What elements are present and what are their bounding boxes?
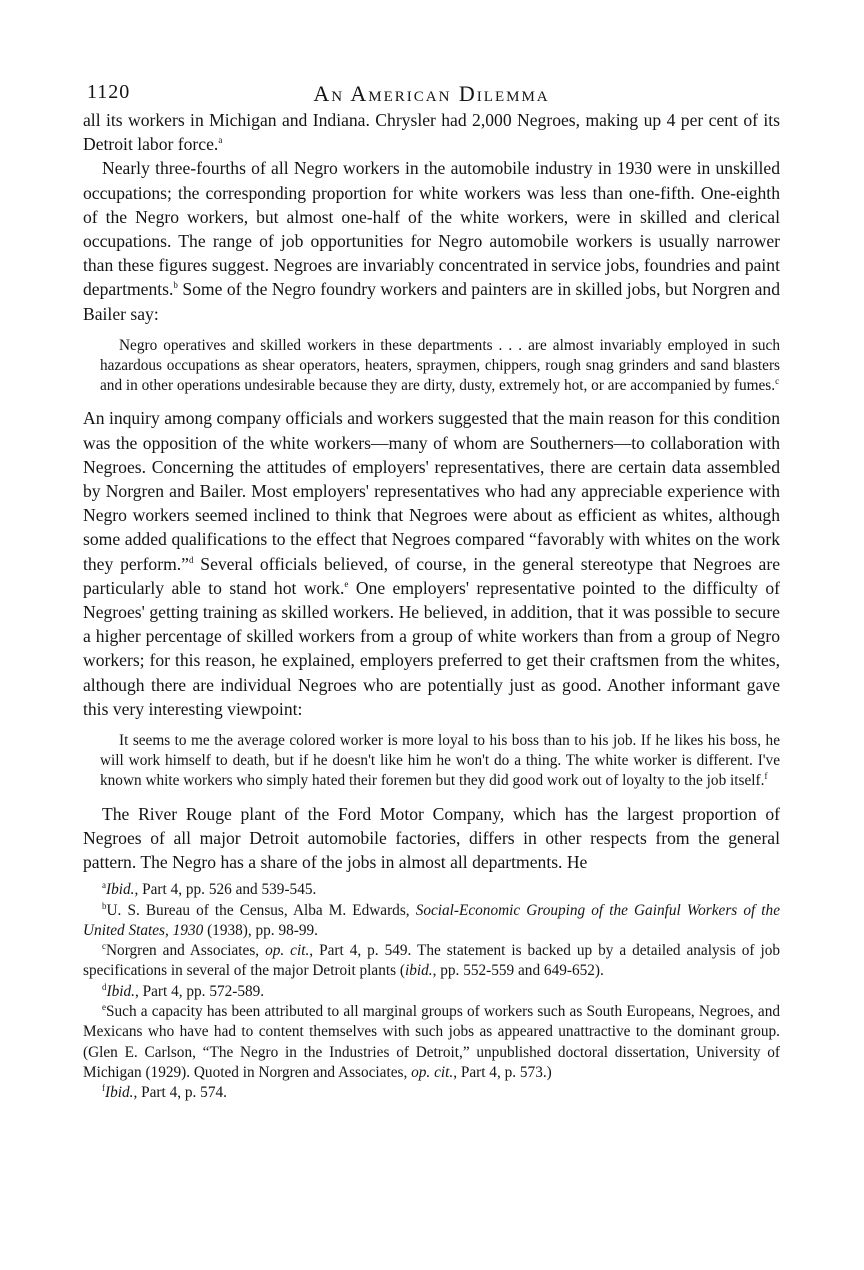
footnote-c bbox=[83, 941, 780, 982]
footnote-italic: Ibid. bbox=[106, 982, 135, 1000]
footnote-text: , Part 4, pp. 526 and 539-545. bbox=[134, 881, 317, 899]
paragraph-river-rouge bbox=[83, 802, 780, 875]
paragraph-1-text: all its workers in Michigan and Indiana. Chrysler had 2,000 Negroes, making up 4 per cent of its Detroit labor force. bbox=[83, 110, 780, 155]
footnote-text: , pp. 552-559 and 649-652). bbox=[432, 962, 604, 980]
footnote-mark: d bbox=[102, 981, 107, 992]
footnote-italic: op. cit. bbox=[411, 1063, 454, 1081]
footnote-ref-a: a bbox=[218, 135, 223, 146]
footnote-mark: c bbox=[102, 941, 106, 952]
footnote-italic: Ibid. bbox=[106, 881, 135, 899]
footnotes bbox=[83, 880, 780, 1103]
footnote-d bbox=[83, 982, 780, 1002]
paragraph-3-text-a: An inquiry among company officials and workers suggested that the main reason for this condition was the opposition of the white workers—many of whom are Southerners—to collaboration with Negroes. Concerning the attitudes of employers' representatives, there are certain data assembled by Norgren and Bailer. Most employers' representatives who had any appreciable experience with Negro workers seemed inclined to think that Negroes were about as efficient as whites, although some added qualifications to the effect that Negroes compared “favorably with whites on the work they perform.” bbox=[83, 408, 780, 574]
footnote-text: , Part 4, p. 549. The statement is backed up by a detailed analysis of job specifications in several of the major Detroit plants ( bbox=[83, 942, 780, 980]
block-quote-norgren-bailer bbox=[100, 336, 780, 397]
running-header bbox=[83, 78, 780, 108]
footnote-italic: Ibid. bbox=[105, 1084, 134, 1102]
footnote-ref-f: f bbox=[764, 771, 768, 782]
footnote-ref-b: b bbox=[173, 280, 178, 291]
footnote-mark: b bbox=[102, 900, 107, 911]
paragraph-3-text-b: Several officials believed, of course, in the general stereotype that Negroes are particularly able to stand hot work. bbox=[83, 553, 780, 598]
paragraph-3-text-c: One employers' representative pointed to the difficulty of Negroes' getting training as skilled workers. He believed, in addition, that it was possible to secure a higher percentage of skilled workers from a group of white workers than from a group of Negro workers; for this reason, he explained, employers preferred to get their craftsmen from the whites, although there are individual Negroes who are potentially just as good. Another informant gave this very interesting viewpoint: bbox=[83, 577, 780, 719]
page bbox=[83, 78, 780, 1104]
footnote-a bbox=[83, 880, 780, 900]
footnote-text: , Part 4, p. 574. bbox=[133, 1084, 227, 1102]
footnote-italic: op. cit. bbox=[265, 942, 310, 960]
quote-1-text: Negro operatives and skilled workers in these departments . . . are almost invariably employed in such hazardous occupations as shear operators, heaters, spraymen, chippers, rough snag grinders and sand blasters and in other operations undesirable because they are dirty, dusty, extremely hot, or are accompanied by fumes. bbox=[100, 336, 780, 395]
footnote-e bbox=[83, 1002, 780, 1083]
quote-2-text: It seems to me the average colored worker is more loyal to his boss than to his job. If he likes his boss, he will work himself to death, but if he doesn't like him he won't do a thing. The white worker is different. I've known white workers who simply hated their foremen but they did good work out of loyalty to the job itself. bbox=[100, 732, 780, 790]
paragraph-2-text-b: Some of the Negro foundry workers and painters are in skilled jobs, but Norgren and Bailer say: bbox=[83, 279, 780, 324]
footnote-b bbox=[83, 901, 780, 942]
footnote-italic: Social-Economic Grouping of the Gainful Workers of the United States, 1930 bbox=[83, 901, 780, 939]
footnote-f bbox=[83, 1083, 780, 1103]
footnote-text: , Part 4, pp. 572-589. bbox=[134, 982, 265, 1000]
footnote-ref-d: d bbox=[188, 554, 194, 565]
footnote-mark: e bbox=[102, 1001, 106, 1012]
paragraph-4-text: The River Rouge plant of the Ford Motor Company, which has the largest proportion of Negroes of all major Detroit automobile factories, differs in other respects from the general pattern. The Negro has a share of the jobs in almost all departments. He bbox=[83, 803, 780, 873]
paragraph-2-text-a: Nearly three-fourths of all Negro workers in the automobile industry in 1930 were in unskilled occupations; the corresponding proportion for white workers was less than one-fifth. One-eighth of the Negro workers, but almost one-half of the white workers, were in skilled and clerical occupations. The range of job opportunities for Negro automobile workers is usually narrower than these figures suggest. Negroes are invariably concentrated in service jobs, foundries and paint departments. bbox=[83, 158, 780, 300]
footnote-text: Norgren and Associates, bbox=[106, 942, 266, 960]
paragraph-negro-workers-occupations bbox=[83, 156, 780, 325]
block-quote-informant bbox=[100, 731, 780, 792]
running-title: An American Dilemma bbox=[313, 81, 550, 106]
footnote-ref-e: e bbox=[344, 579, 349, 589]
footnote-text: (1938), pp. 98-99. bbox=[203, 921, 318, 939]
footnote-mark: f bbox=[102, 1083, 105, 1094]
footnote-text: Such a capacity has been attributed to all marginal groups of workers such as South Europeans, Negroes, and Mexicans who have had to content themselves with such jobs as appeared unattractive to the dominant group. (Glen E. Carlson, “The Negro in the Industries of Detroit,” unpublished doctoral dissertation, University of Michigan (1929). Quoted in Norgren and Associates, bbox=[83, 1003, 780, 1081]
main-text bbox=[83, 108, 780, 874]
footnote-text: , Part 4, p. 573.) bbox=[453, 1063, 552, 1081]
footnote-ref-c: c bbox=[775, 376, 780, 387]
paragraph-continued bbox=[83, 108, 780, 156]
footnote-mark: a bbox=[102, 880, 106, 891]
footnote-text: U. S. Bureau of the Census, Alba M. Edwards, bbox=[106, 901, 416, 919]
page-number: 1120 bbox=[87, 81, 131, 103]
paragraph-company-inquiry bbox=[83, 406, 780, 721]
footnote-italic: ibid. bbox=[404, 962, 433, 980]
